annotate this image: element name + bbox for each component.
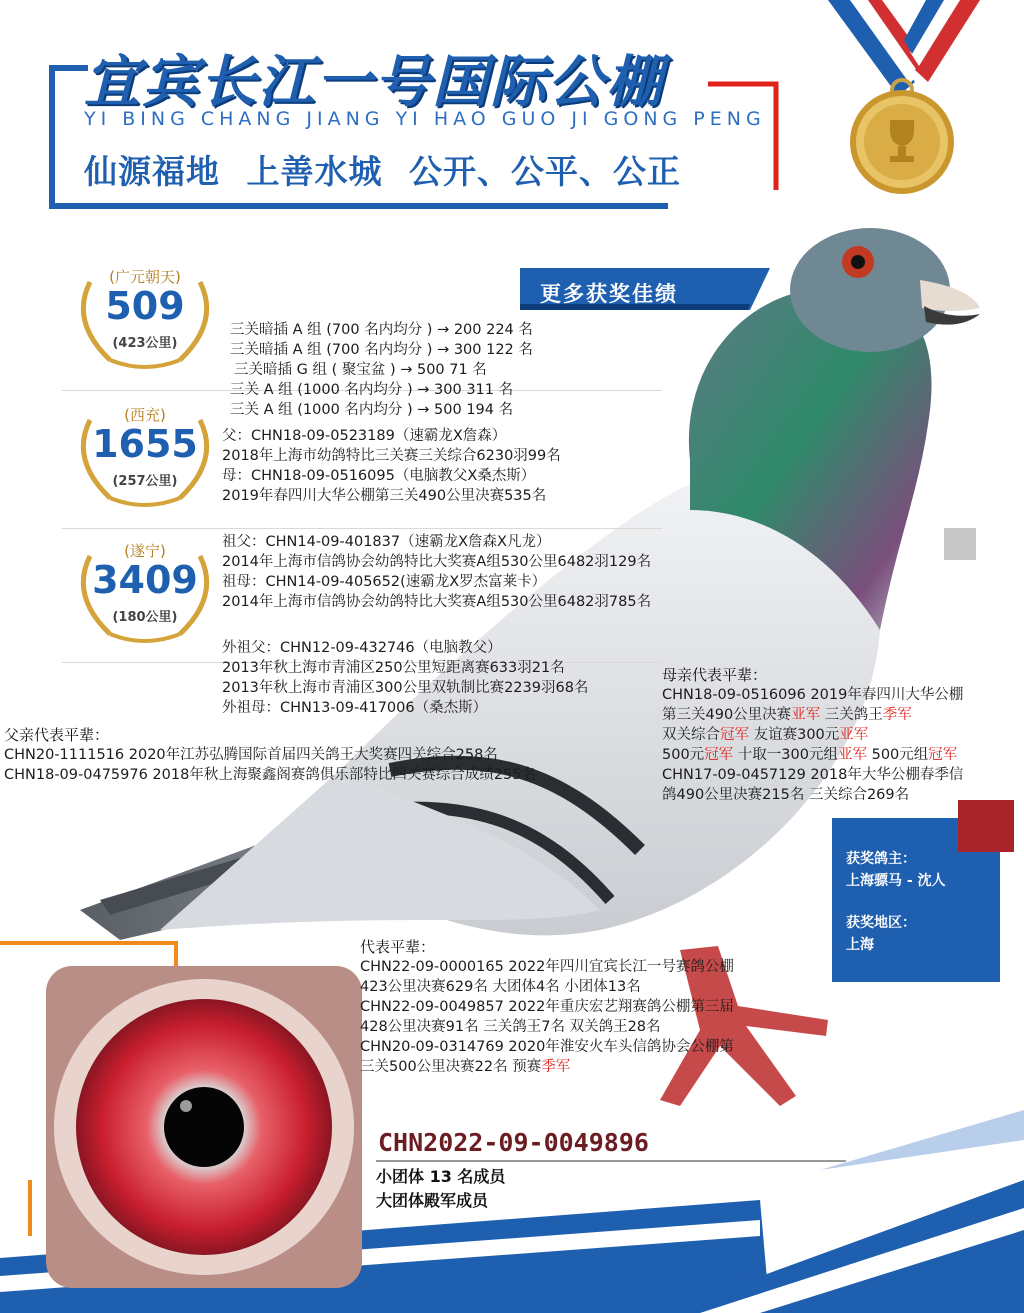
line-text: 鸽490公里决赛215名 三关综合269名 (662, 787, 910, 803)
line-text: CHN20-09-0314769 2020年淮安火车头信鸽协会公棚第 (360, 1039, 734, 1055)
line-text: 双关综合 (662, 727, 720, 743)
mother-siblings-lines (662, 685, 963, 805)
maternal-result: 2013年秋上海市青浦区250公里短距离赛633羽21名 (222, 660, 565, 676)
pedigree-grandparents (222, 532, 651, 612)
mother-result: 2019年春四川大华公棚第三关490公里决赛535名 (222, 488, 547, 504)
line-text: 500元组 (866, 747, 929, 763)
region-value: 上海 (846, 937, 874, 953)
more-results-list (230, 320, 533, 420)
father-siblings-title: 父亲代表平辈： (4, 726, 110, 744)
line-text: 428公里决赛91名 三关鸽王7名 双关鸽王28名 (360, 1019, 661, 1035)
gold-medal-icon (820, 0, 1020, 200)
maternal-grandfather-line: 外祖父：CHN12-09-432746（电脑教父） (222, 640, 502, 656)
sibling-line (360, 977, 734, 997)
result-line: 三关暗插 A 组 (700 名内均分 ) → 300 122 名 (230, 342, 533, 358)
line-text: CHN22-09-0000165 2022年四川宜宾长江一号赛鸽公棚 (360, 959, 734, 975)
divider (376, 1160, 846, 1162)
decorative-red-square (958, 800, 1014, 852)
siblings-title: 代表平辈： (360, 938, 436, 956)
maternal-grandmother-line: 外祖母：CHN13-09-417006（桑杰斯） (222, 700, 488, 716)
sibling-line (360, 957, 734, 977)
pedigree-maternal (222, 638, 588, 718)
badge-number: 1655 (92, 422, 198, 466)
father-sibling-line: CHN20-1111516 2020年江苏弘腾国际首届四关鸽王大奖赛四关综合258名 (4, 747, 498, 763)
award-highlight: 冠军 (720, 727, 749, 743)
award-highlight: 亚军 (791, 707, 821, 723)
ring-number: CHN2022-09-0049896 (378, 1128, 649, 1157)
badge-city: (广元朝天) (109, 268, 181, 286)
award-highlight: 季军 (882, 707, 912, 723)
father-siblings (4, 724, 536, 785)
distance-badge (70, 400, 230, 520)
line-text: 三关鸽王 (820, 707, 883, 723)
owner-label: 获奖鸽主： (846, 851, 916, 867)
mother-sibling-line (662, 725, 963, 745)
award-highlight: 冠军 (928, 747, 958, 763)
distance-badge (70, 262, 230, 382)
badge-distance: (423公里) (112, 336, 178, 351)
slogan: 仙源福地 上善水城 公开、公平、公正 (84, 152, 681, 191)
badge-number: 509 (105, 284, 185, 328)
region-label: 获奖地区： (846, 915, 916, 931)
badge-distance: (257公里) (112, 474, 178, 489)
siblings (360, 936, 734, 1077)
line-text: 友谊赛300元 (749, 727, 840, 743)
grandmother-result: 2014年上海市信鸽协会幼鸽特比大奖赛A组530公里6482羽785名 (222, 594, 652, 610)
father-line: 父：CHN18-09-0523189（速霸龙X詹森） (222, 428, 507, 444)
mother-sibling-line (662, 785, 963, 805)
father-result: 2018年上海市幼鸽特比三关赛三关综合6230羽99名 (222, 448, 561, 464)
result-line: 三关 A 组 (1000 名内均分 ) → 300 311 名 (230, 382, 514, 398)
award-highlight: 亚军 (837, 747, 867, 763)
badge-number: 3409 (92, 558, 198, 602)
mother-siblings-title: 母亲代表平辈： (662, 666, 768, 684)
award-highlight: 亚军 (839, 727, 869, 743)
page-title: 宜宾长江一号国际公棚 (84, 50, 664, 115)
badge-city: (西充) (124, 406, 166, 424)
line-text: 三关500公里决赛22名 预赛 (360, 1059, 542, 1075)
badge-distance: (180公里) (112, 610, 178, 625)
sibling-line (360, 1057, 734, 1077)
result-line: 三关暗插 A 组 (700 名内均分 ) → 200 224 名 (230, 322, 533, 338)
grandfather-line: 祖父：CHN14-09-401837（速霸龙X詹森X凡龙） (222, 534, 551, 550)
team-note: 小团体 13 名成员 (376, 1167, 506, 1186)
decorative-square (944, 528, 976, 560)
award-highlight: 冠军 (704, 747, 734, 763)
sibling-line (360, 1037, 734, 1057)
grandmother-line: 祖母：CHN14-09-405652(速霸龙X罗杰富莱卡） (222, 574, 547, 590)
sibling-line (360, 1017, 734, 1037)
line-text: 423公里决赛629名 大团体4名 小团体13名 (360, 979, 641, 995)
award-highlight: 季军 (541, 1059, 571, 1075)
maternal-result: 2013年秋上海市青浦区300公里双轨制比赛2239羽68名 (222, 680, 589, 696)
result-line: 三关暗插 G 组 ( 聚宝盆 ) → 500 71 名 (234, 362, 487, 378)
mother-sibling-line (662, 765, 963, 785)
page-title-pinyin: YI BING CHANG JIANG YI HAO GUO JI GONG PENG (84, 108, 766, 130)
divider (62, 528, 662, 529)
badge-city: (遂宁) (124, 542, 166, 560)
line-text: CHN22-09-0049857 2022年重庆宏艺翔赛鸽公棚第三届 (360, 999, 734, 1015)
team-note: 大团体殿军成员 (376, 1191, 489, 1210)
line-text: CHN18-09-0516096 2019年春四川大华公棚 (662, 687, 964, 703)
mother-siblings (662, 664, 963, 805)
distance-badge (70, 536, 230, 656)
grandfather-result: 2014年上海市信鸽协会幼鸽特比大奖赛A组530公里6482羽129名 (222, 554, 652, 570)
results-banner-label: 更多获奖佳绩 (540, 282, 678, 306)
pigeon-eye-photo (46, 966, 362, 1288)
line-text: 500元 (662, 747, 705, 763)
result-line: 三关 A 组 (1000 名内均分 ) → 500 194 名 (230, 402, 514, 418)
father-sibling-line: CHN18-09-0475976 2018年秋上海聚鑫阁赛鸽俱乐部特比四关赛综合成绩255名 (4, 767, 537, 783)
owner-value: 上海骠马 - 沈人 (846, 873, 946, 889)
mother-sibling-line (662, 685, 963, 705)
pedigree-parents (222, 426, 561, 506)
mother-sibling-line (662, 745, 963, 765)
line-text: 第三关490公里决赛 (662, 707, 792, 723)
mother-line: 母：CHN18-09-0516095（电脑教父X桑杰斯） (222, 468, 536, 484)
mother-sibling-line (662, 705, 963, 725)
sibling-line (360, 997, 734, 1017)
line-text: 十取一300元组 (733, 747, 838, 763)
siblings-lines (360, 957, 734, 1077)
line-text: CHN17-09-0457129 2018年大华公棚春季信 (662, 767, 964, 783)
